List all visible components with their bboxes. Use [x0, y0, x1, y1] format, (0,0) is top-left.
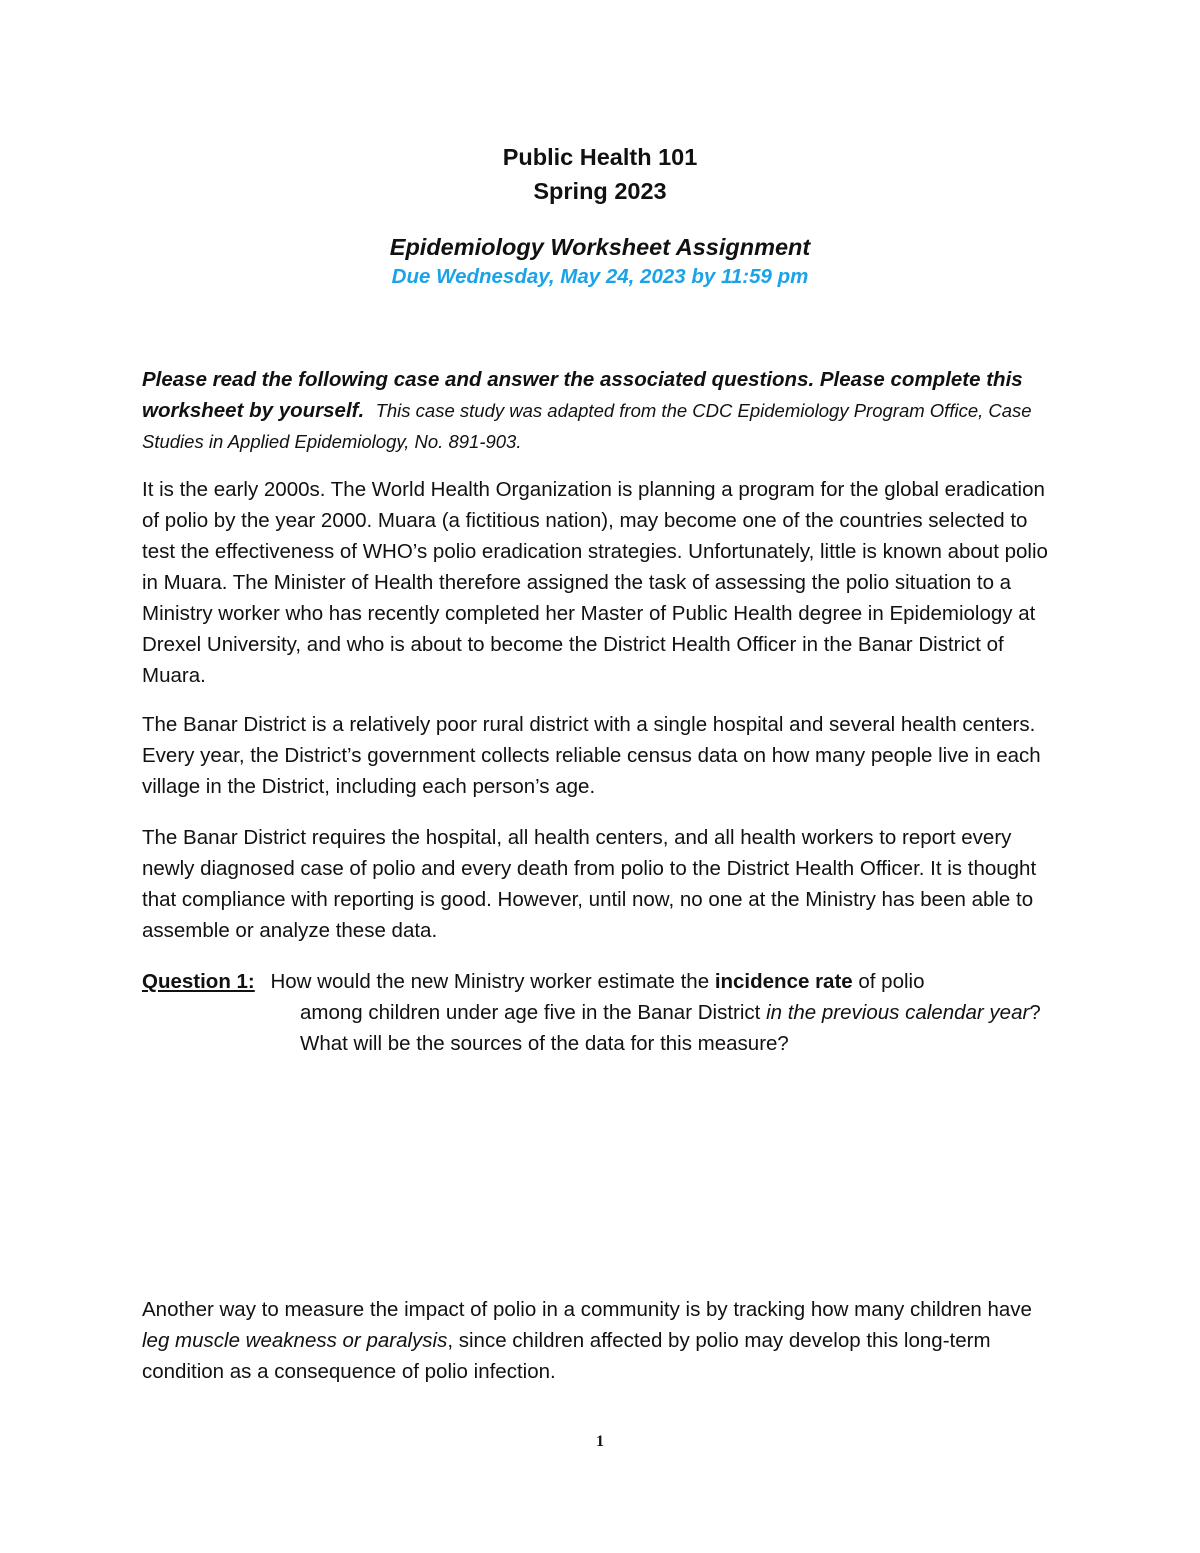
instruction-text: Please read the following case and answer the associated questions. Please complete this worksheet by yourself.	[142, 368, 1023, 422]
case-paragraph-1: It is the early 2000s. The World Health Organization is planning a program for the global eradication of polio by the year 2000. Muara (a fictitious nation), may become one of the countries selected to test the effectiveness of WHO’s polio eradication strategies. Unfortunately, little is known about polio in Muara. The Minister of Health therefore assigned the task of assessing the polio situation to a Ministry worker who has recently completed her Master of Public Health degree in Epidemiology at Drexel University, and who is about to become the District Health Officer in the Banar District of Muara.	[142, 478, 1048, 687]
page-number: 1	[596, 1433, 604, 1450]
course-title: Public Health 101	[502, 144, 698, 170]
question-1-label: Question 1:	[142, 970, 255, 993]
closing-text-a: Another way to measure the impact of polio in a community is by tracking how many children have	[142, 1298, 1032, 1321]
closing-condition: leg muscle weakness or paralysis	[142, 1329, 448, 1352]
source-note: This case study was adapted from the CDC Epidemiology Program Office, Case Studies in Applied Epidemiology, No. 891-903.	[142, 400, 1032, 452]
assignment-title: Epidemiology Worksheet Assignment	[389, 234, 811, 260]
closing-paragraph	[142, 1294, 1062, 1387]
question-1-body	[142, 997, 1062, 1059]
question-1-line-1	[142, 966, 1062, 997]
intro-paragraph	[142, 364, 1062, 457]
case-paragraph-3: The Banar District requires the hospital, all health centers, and all health workers to report every newly diagnosed case of polio and every death from polio to the District Health Officer. It is thought that compliance with reporting is good. However, until now, no one at the Ministry has been able to assemble or analyze these data.	[142, 826, 1037, 942]
question-1-text-a: How would the new Ministry worker estimate the	[270, 970, 710, 993]
question-1-keyword: incidence rate	[714, 970, 853, 993]
question-1-text-b: of polio	[858, 970, 925, 993]
term-label: Spring 2023	[533, 178, 667, 204]
question-1	[142, 966, 1062, 1059]
question-1-timeframe: in the previous calendar year	[766, 1001, 1030, 1024]
question-1-line2-a: among children under age five in the Banar District	[300, 1001, 761, 1024]
question-1-line2-b: ? What will be the sources of the data for this measure?	[300, 1001, 1041, 1055]
closing-text-b: , since children affected by polio may develop this long-term condition as a consequence of polio infection.	[142, 1329, 991, 1383]
due-date: Due Wednesday, May 24, 2023 by 11:59 pm	[391, 265, 809, 288]
case-paragraph-2: The Banar District is a relatively poor rural district with a single hospital and several health centers. Every year, the District’s government collects reliable census data on how many people live in each village in the District, including each person’s age.	[142, 713, 1041, 798]
